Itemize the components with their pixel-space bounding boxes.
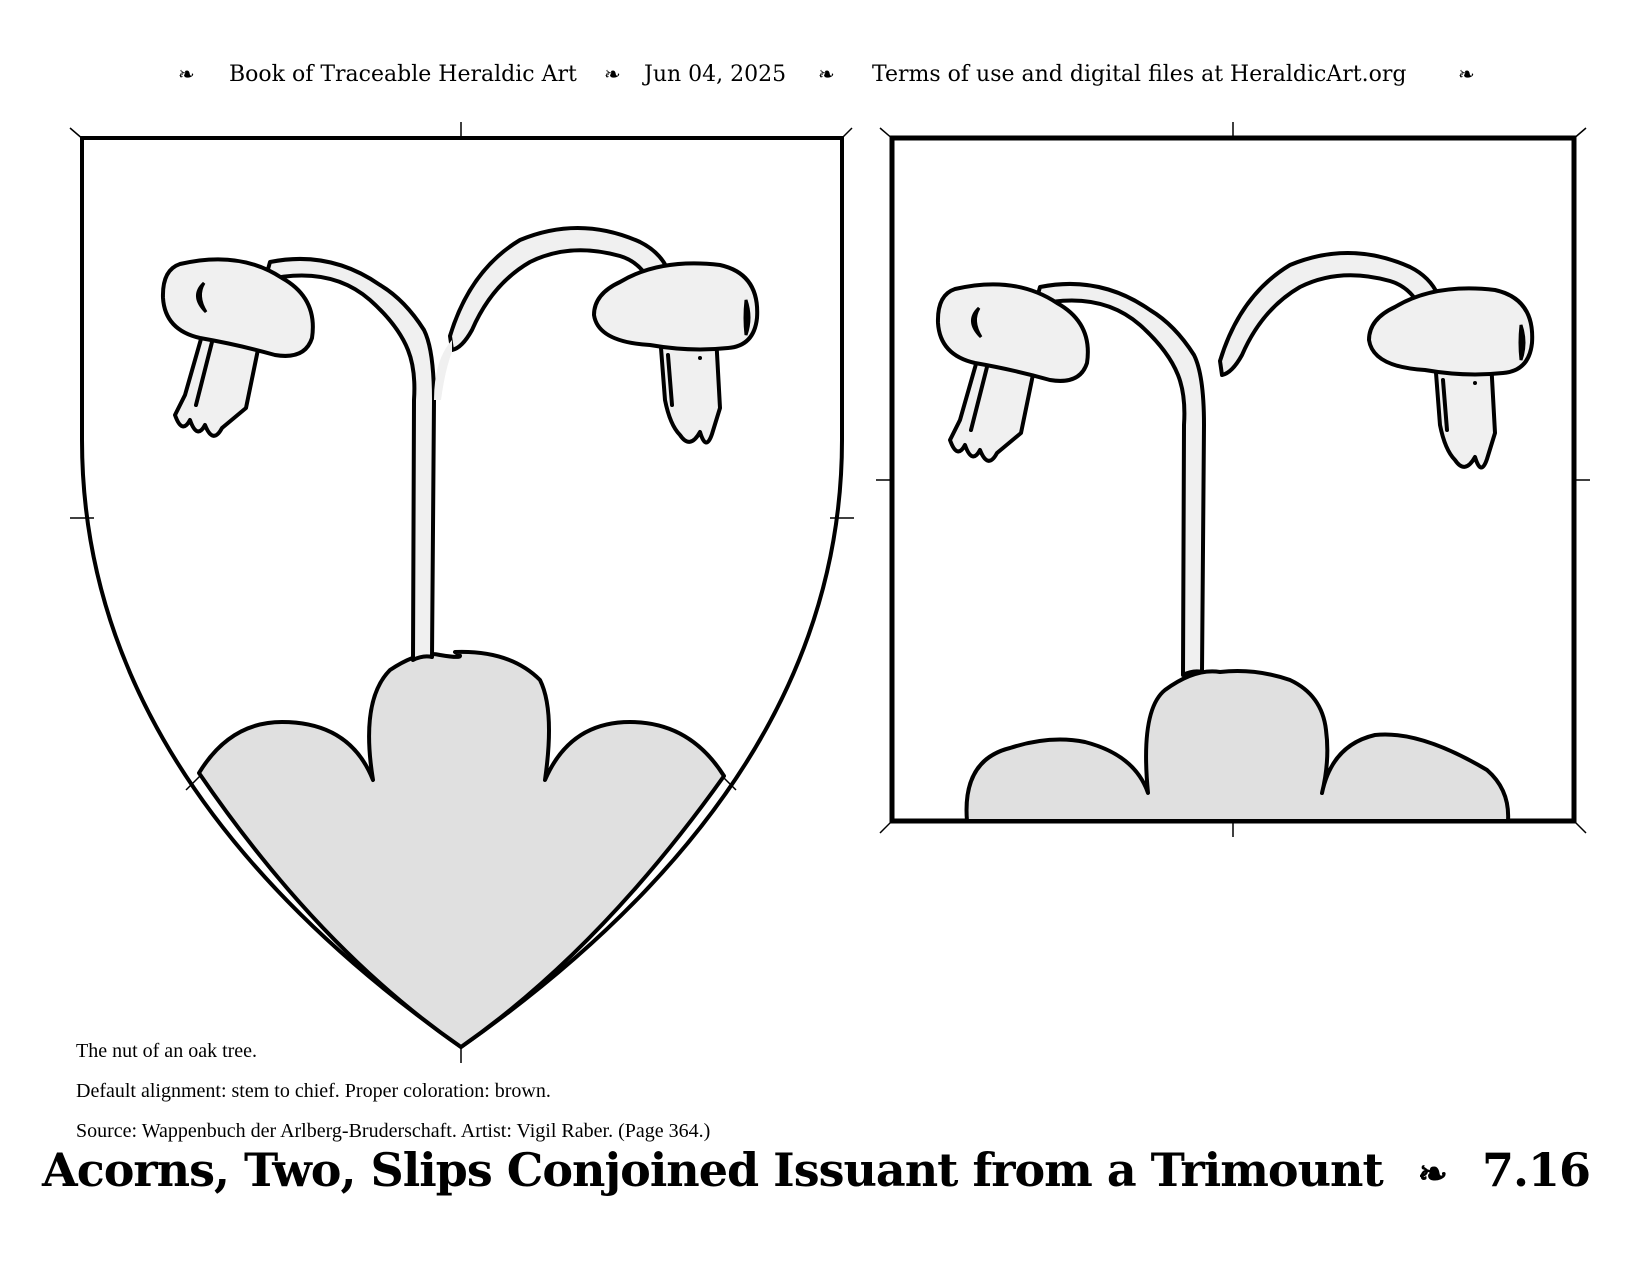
fleuron-ornament: ❧ [178,62,195,86]
publication-date: Jun 04, 2025 [644,62,787,87]
fleuron-ornament: ❧ [818,62,835,86]
page-title [0,1143,1590,1197]
description-line-1: The nut of an oak tree. [76,1040,258,1062]
source-line: Source: Wappenbuch der Arlberg-Bruderschaft. Artist: Vigil Raber. (Page 364.) [76,1120,711,1142]
terms-notice: Terms of use and digital files at HeraldicArt.org [872,62,1407,87]
fleuron-ornament: ❧ [1417,1153,1447,1195]
plate-number: 7.16 [1481,1143,1590,1197]
fleuron-ornament: ❧ [1458,62,1475,86]
book-title: Book of Traceable Heraldic Art [229,62,577,87]
fleuron-ornament: ❧ [604,62,621,86]
description-line-2: Default alignment: stem to chief. Proper coloration: brown. [76,1080,551,1102]
charge-name: Acorns, Two, Slips Conjoined Issuant from a Trimount [42,1143,1383,1197]
